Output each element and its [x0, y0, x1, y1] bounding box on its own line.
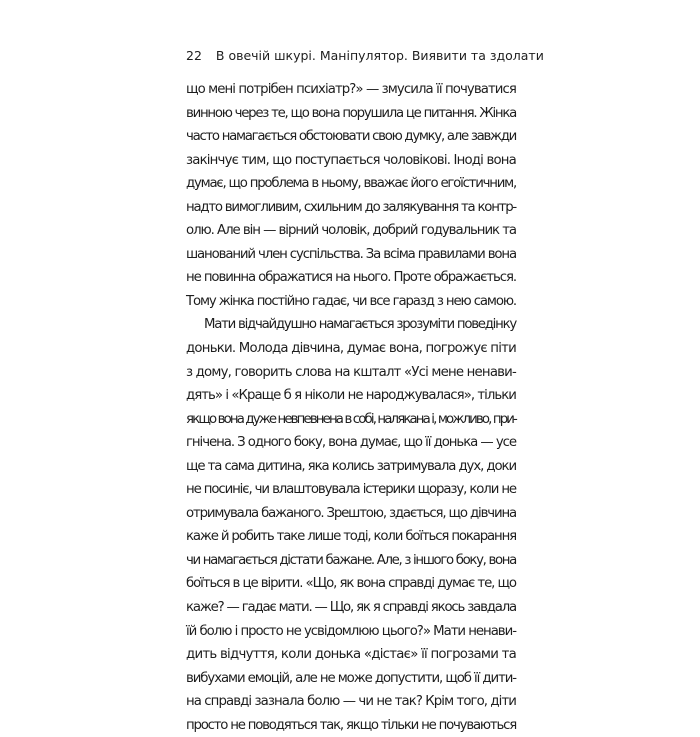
text-line: отримувала бажаного. Зрештою, здається, що дівчина — [186, 505, 516, 521]
text-line: просто не поводяться так, якщо тільки не почуваються — [186, 717, 516, 733]
page-number: 22 — [186, 47, 202, 63]
text-line: ще та сама дитина, яка колись затримувала дух, доки — [186, 458, 516, 474]
text-line: думає, що проблема в ньому, вважає його егоїстичним, — [186, 176, 516, 192]
text-line: шанований член суспільства. За всіма правилами вона — [186, 246, 517, 262]
text-line: винною через те, що вона порушила це питання. Жінка — [186, 105, 516, 121]
text-line: олю. Але він — вірний чоловік, добрий годувальник та — [186, 223, 516, 239]
text-line: доньки. Молода дівчина, думає вона, погрожує піти — [186, 341, 516, 357]
text-line: з дому, говорить слова на кшталт «Усі мене ненави- — [186, 364, 516, 380]
text-line: каже? — гадає мати. — Що, як я справді якось завдала — [186, 600, 516, 616]
text-line: що мені потрібен психіатр?» — змусила її почуватися — [186, 82, 516, 97]
text-line: дить відчуття, коли донька «дістає» її погрозами та — [186, 647, 516, 663]
book-title: В овечій шкурі. Маніпулятор. Виявити та здолати — [215, 47, 544, 63]
text-line: гнічена. З одного боку, вона думає, що її донька — усе — [186, 435, 516, 451]
text-line: закінчує тим, що поступається чоловікові. Іноді вона — [186, 152, 516, 168]
text-line: не посиніє, чи влаштовувала істерики щоразу, коли не — [186, 482, 516, 498]
text-line: не повинна ображатися на нього. Проте ображається. — [186, 270, 516, 286]
text-line: якщо вона дуже невпевнена в собі, налякана і, можливо, при- — [186, 411, 516, 427]
text-line: каже й робить таке лише тоді, коли боїться покарання — [186, 529, 516, 545]
text-line: Тому жінка постійно гадає, чи все гаразд з нею самою. — [186, 293, 516, 309]
text-line: дять» і «Краще б я ніколи не народжувалася», тільки — [186, 388, 516, 404]
text-line: надто вимогливим, схильним до залякування та контр- — [186, 199, 516, 215]
text-line: їй болю і просто не усвідомлюю цього?» Мати ненави- — [186, 623, 517, 639]
text-line: чи намагається дістати бажане. Але, з іншого боку, вона — [186, 552, 516, 568]
text-line: часто намагається обстоювати свою думку, але завжди — [186, 129, 516, 145]
text-line: Мати відчайдушно намагається зрозуміти поведінку — [204, 317, 516, 333]
text-line: вибухами емоцій, але не може допустити, щоб її дити- — [186, 670, 516, 686]
running-head — [186, 45, 544, 65]
text-line: на справді зазнала болю — чи не так? Крім того, діти — [186, 694, 516, 710]
text-line: боїться в це вірити. «Що, як вона справді думає те, що — [186, 576, 516, 592]
body-text — [186, 78, 516, 737]
